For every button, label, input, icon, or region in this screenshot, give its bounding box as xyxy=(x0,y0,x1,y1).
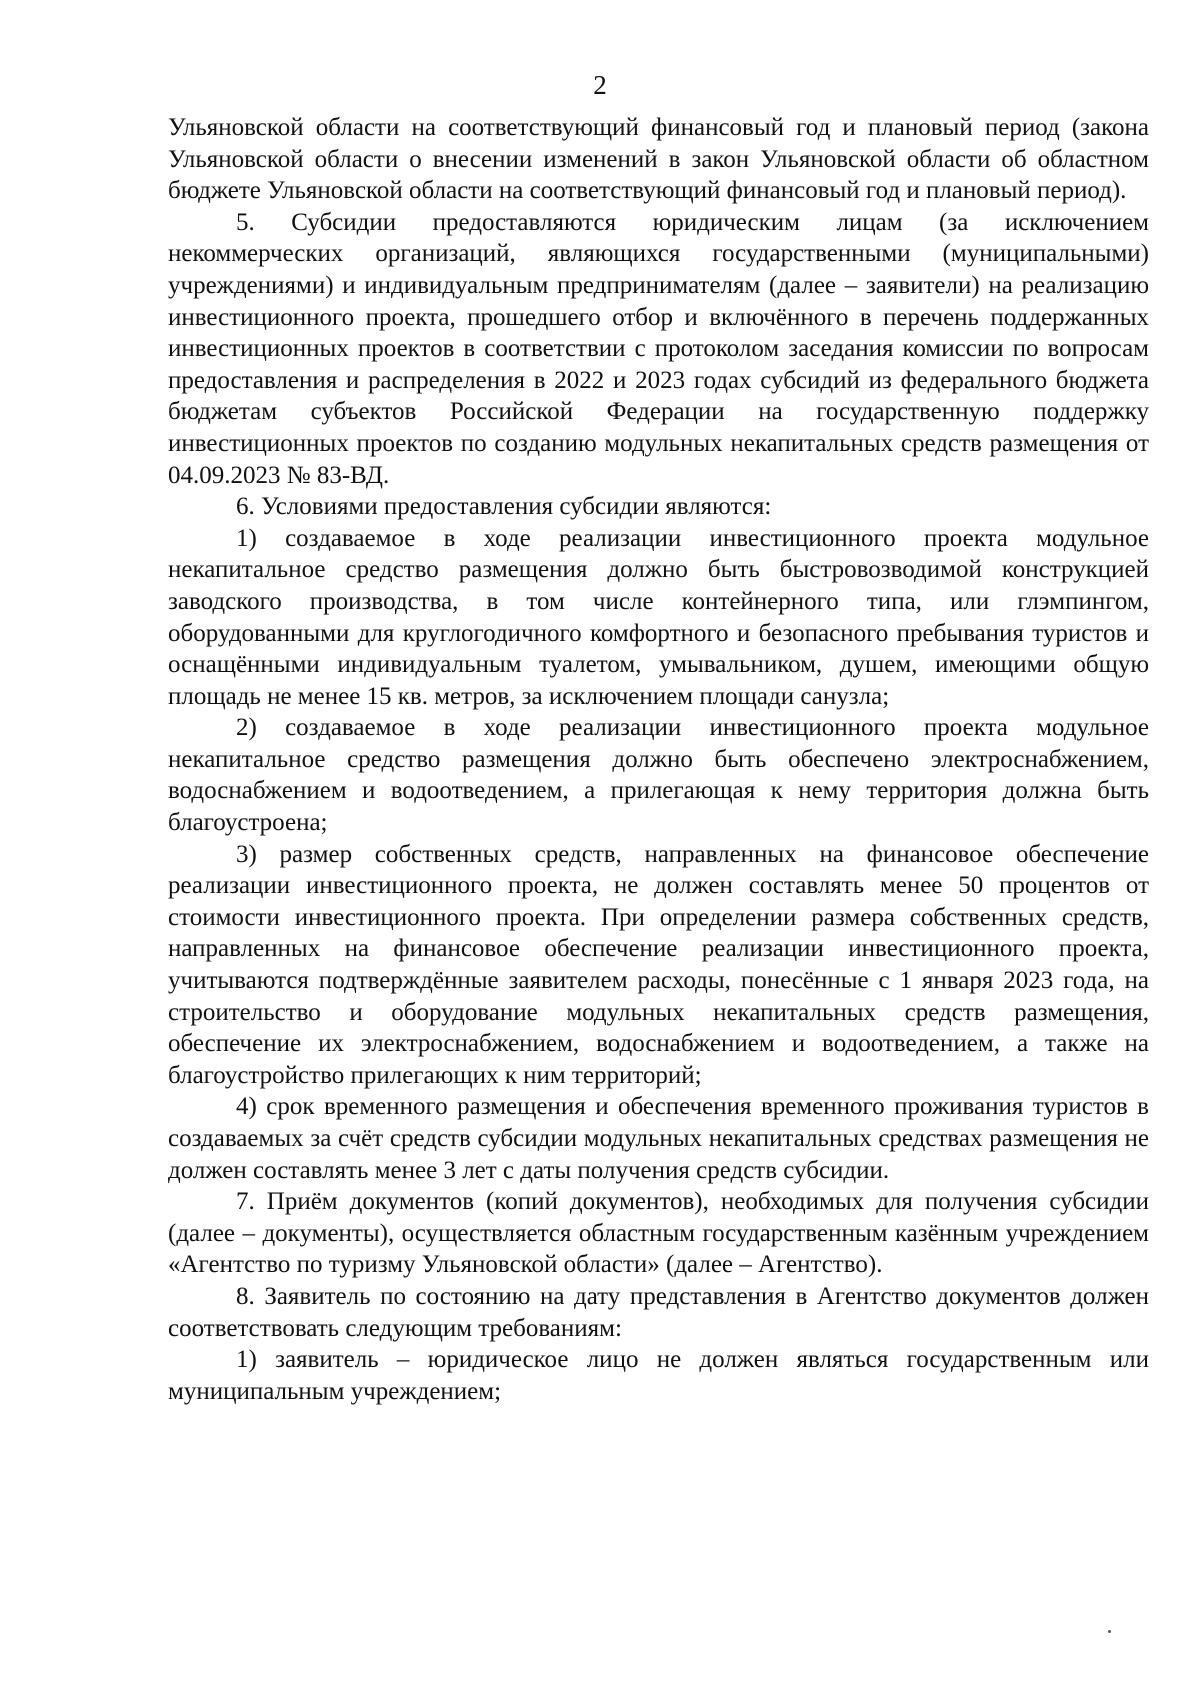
scan-speck xyxy=(1108,1630,1111,1633)
paragraph-item-5: 5. Субсидии предоставляются юридическим лицам (за исключением некоммерческих организаций, являющихся государственными (муниципальными) учреждениями) и индивидуальным предпринимателям (далее – заявители) на реализацию инвестиционного проекта, прошедшего отбор и включённого в перечень поддержанных инвестиционных проектов в соответствии с протоколом заседания комиссии по вопросам предоставления и распределения в 2022 и 2023 годах субсидий из федерального бюджета бюджетам субъектов Российской Федерации на государственную поддержку инвестиционных проектов по созданию модульных некапитальных средств размещения от 04.09.2023 № 83-ВД. xyxy=(168,208,1149,489)
page-number: 2 xyxy=(593,70,607,100)
paragraph-item-8-1: 1) заявитель – юридическое лицо не должен являться государственным или муниципальным учреждением; xyxy=(168,1346,1149,1405)
paragraph-continuation: Ульяновской области на соответствующий финансовый год и плановый период (закона Ульяновской области о внесении изменений в закон Ульяновской области об областном бюджете Ульяновской области на соответствующий финансовый год и плановый период). xyxy=(168,114,1149,205)
paragraph-item-6-3: 3) размер собственных средств, направленных на финансовое обеспечение реализации инвестиционного проекта, не должен составлять менее 50 процентов от стоимости инвестиционного проекта. При определении размера собственных средств, направленных на финансовое обеспечение реализации инвестиционного проекта, учитываются подтверждённые заявителем расходы, понесённые с 1 января 2023 года, на строительство и оборудование модульных некапитальных средств размещения, обеспечение их электроснабжением, водоснабжением и водоотведением, а также на благоустройство прилегающих к ним территорий; xyxy=(168,840,1149,1089)
paragraph-item-6-4: 4) срок временного размещения и обеспечения временного проживания туристов в создаваемых за счёт средств субсидии модульных некапитальных средствах размещения не должен составлять менее 3 лет с даты получения средств субсидии. xyxy=(168,1093,1149,1184)
document-body xyxy=(168,112,1149,1407)
paragraph-item-7: 7. Приём документов (копий документов), необходимых для получения субсидии (далее – документы), осуществляется областным государственным казённым учреждением «Агентство по туризму Ульяновской области» (далее – Агентство). xyxy=(168,1188,1149,1279)
paragraph-item-6-1: 1) создаваемое в ходе реализации инвестиционного проекта модульное некапитальное средство размещения должно быть быстровозводимой конструкцией заводского производства, в том числе контейнерного типа, или глэмпингом, оборудованными для круглогодичного комфортного и безопасного пребывания туристов и оснащёнными индивидуальным туалетом, умывальником, душем, имеющими общую площадь не менее 15 кв. метров, за исключением площади санузла; xyxy=(168,524,1149,710)
paragraph-item-6: 6. Условиями предоставления субсидии являются: xyxy=(236,493,772,521)
paragraph-item-6-2: 2) создаваемое в ходе реализации инвестиционного проекта модульное некапитальное средство размещения должно быть обеспечено электроснабжением, водоснабжением и водоотведением, а прилегающая к нему территория должна быть благоустроена; xyxy=(168,714,1149,837)
paragraph-item-8: 8. Заявитель по состоянию на дату представления в Агентство документов должен соответствовать следующим требованиям: xyxy=(168,1282,1149,1342)
